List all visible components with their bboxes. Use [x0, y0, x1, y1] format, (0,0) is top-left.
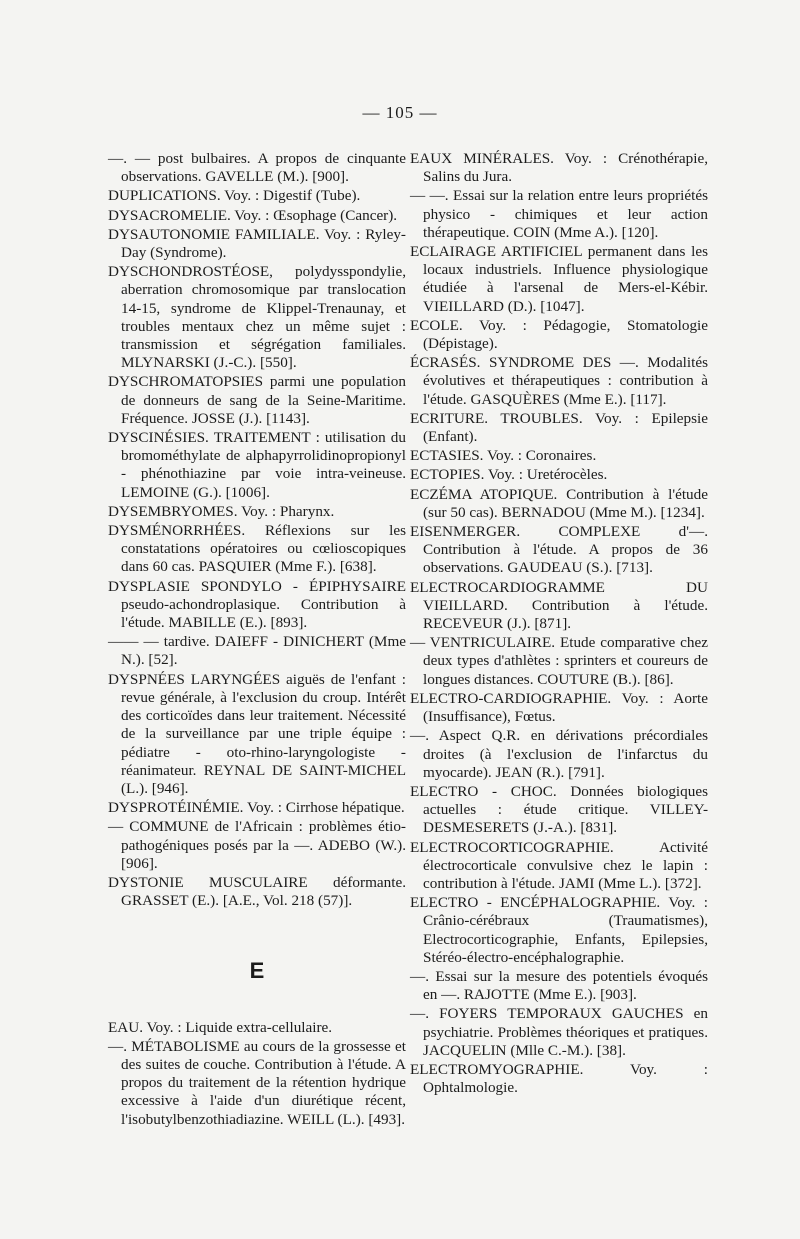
- index-entry: DUPLICATIONS. Voy. : Digestif (Tube).: [108, 187, 361, 205]
- index-entry: DYSEMBRYOMES. Voy. : Pharynx.: [108, 502, 335, 520]
- index-entry: DYSCHONDROSTÉOSE, polydysspondylie, aberration chromosomique par translocation 14-15, syndrome de Klippel-Trenaunay, et troubles mentaux chez un même sujet : transmission et ségrégation familiales. MLYNARSKI (J.-C.). [550].: [108, 263, 406, 372]
- index-entry: —. — post bulbaires. A propos de cinquante observations. GAVELLE (M.). [900].: [108, 150, 406, 186]
- index-entry: —. MÉTABOLISME au cours de la grossesse et des suites de couche. Contribution à l'étude. A propos du traitement de la rétention hydrique excessive à l'aide d'un diurétique récent, l'isobutylbenzothiadiazine. WEILL (L.). [493].: [108, 1037, 406, 1128]
- index-entry: DYSACROMELIE. Voy. : Œsophage (Cancer).: [108, 206, 398, 224]
- index-entry: ELECTROCORTICOGRAPHIE. Activité électrocorticale convulsive chez le lapin : contribution à l'étude. JAMI (Mme L.). [372].: [410, 838, 708, 892]
- index-entry: ELECTROMYOGRAPHIE. Voy. : Ophtalmologie.: [410, 1060, 708, 1097]
- index-entry: ECOLE. Voy. : Pédagogie, Stomatologie (Dépistage).: [410, 316, 708, 353]
- index-entry: —. FOYERS TEMPORAUX GAUCHES en psychiatrie. Problèmes théoriques et pratiques. JACQUELIN (Mlle C.-M.). [38].: [410, 1005, 708, 1059]
- index-entry: — VENTRICULAIRE. Etude comparative chez deux types d'athlètes : sprinters et coureurs de longues distances. COUTURE (B.). [86].: [410, 634, 708, 688]
- index-entry: EAU. Voy. : Liquide extra-cellulaire.: [108, 1018, 333, 1036]
- index-entry: DYSCHROMATOPSIES parmi une population de donneurs de sang de la Seine-Maritime. Fréquence. JOSSE (J.). [1143].: [108, 373, 406, 427]
- index-entry: ELECTRO - CHOC. Données biologiques actuelles : étude critique. VILLEY-DESMESERETS (J.-A.). [831].: [410, 782, 708, 837]
- index-entry: —. Aspect Q.R. en dérivations précordiales droites (à l'exclusion de l'infarctus du myocarde). JEAN (R.). [791].: [410, 727, 708, 781]
- index-entry: ECLAIRAGE ARTIFICIEL permanent dans les locaux industriels. Influence physiologique étudiée à l'arsenal de Mers-el-Kébir. VIEILLARD (D.). [1047].: [410, 243, 708, 315]
- index-entry: —— — tardive. DAIEFF - DINICHERT (Mme N.). [52].: [108, 633, 406, 669]
- index-entry: DYSAUTONOMIE FAMILIALE. Voy. : Ryley-Day (Syndrome).: [108, 225, 406, 262]
- index-entry: ELECTRO - ENCÉPHALOGRAPHIE. Voy. : Crânio-cérébraux (Traumatismes), Electrocorticographie, Enfants, Epilepsies, Stéréo-électro-encéphalographie.: [410, 894, 708, 966]
- right-column: [410, 150, 708, 1098]
- index-entry: DYSPROTÉINÉMIE. Voy. : Cirrhose hépatique.: [108, 799, 405, 817]
- index-entry: DYSPNÉES LARYNGÉES aiguës de l'enfant : revue générale, à l'exclusion du croup. Intérêt des corticoïdes dans leur traitement. Nécessité de la surveillance par une triple équipe : pédiatre - oto-rhino-laryngologiste - réanimateur. REYNAL DE SAINT-MICHEL (L.). [946].: [108, 670, 406, 797]
- index-entry: DYSMÉNORRHÉES. Réflexions sur les constatations opératoires ou cœlioscopiques dans 60 cas. PASQUIER (Mme F.). [638].: [108, 522, 406, 576]
- index-entry: ECRITURE. TROUBLES. Voy. : Epilepsie (Enfant).: [410, 409, 708, 446]
- left-column: [108, 150, 406, 1130]
- page-number: — 105 —: [362, 103, 438, 122]
- index-entry: —. Essai sur la mesure des potentiels évoqués en —. RAJOTTE (Mme E.). [903].: [410, 967, 708, 1004]
- index-entry: ELECTRO-CARDIOGRAPHIE. Voy. : Aorte (Insuffisance), Fœtus.: [410, 689, 708, 726]
- index-entry: DYSCINÉSIES. TRAITEMENT : utilisation du bromométhylate de alphapyrrolidinopropionyl - phénothiazine par voie intra-veineuse. LEMOINE (G.). [1006].: [108, 429, 406, 501]
- index-entry: ELECTROCARDIOGRAMME DU VIEILLARD. Contribution à l'étude. RECEVEUR (J.). [871].: [410, 578, 708, 633]
- index-entry: ECTOPIES. Voy. : Uretérocèles.: [410, 466, 608, 484]
- index-entry: DYSPLASIE SPONDYLO - ÉPIPHYSAIRE pseudo-achondroplasique. Contribution à l'étude. MABILLE (E.). [893].: [108, 577, 406, 632]
- index-entry: EISENMERGER. COMPLEXE d'—. Contribution à l'étude. A propos de 36 observations. GAUDEAU (S.). [713].: [410, 523, 708, 577]
- index-entry: EAUX MINÉRALES. Voy. : Crénothérapie, Salins du Jura.: [410, 150, 708, 186]
- index-entry: — —. Essai sur la relation entre leurs propriétés physico - chimiques et leur action thérapeutique. COIN (Mme A.). [120].: [410, 187, 708, 241]
- index-entry: ÉCRASÉS. SYNDROME DES —. Modalités évolutives et thérapeutiques : contribution à l'étude. GASQUÈRES (Mme E.). [117].: [410, 354, 708, 408]
- index-entry: — COMMUNE de l'Africain : problèmes étio-pathogéniques posés par la —. ADEBO (W.). [906].: [108, 818, 406, 872]
- index-entry: ECTASIES. Voy. : Coronaires.: [410, 447, 597, 465]
- index-entry: ECZÉMA ATOPIQUE. Contribution à l'étude (sur 50 cas). BERNADOU (Mme M.). [1234].: [410, 485, 708, 521]
- index-entry: DYSTONIE MUSCULAIRE déformante. GRASSET (E.). [A.E., Vol. 218 (57)].: [108, 873, 406, 910]
- section-letter: E: [249, 958, 265, 984]
